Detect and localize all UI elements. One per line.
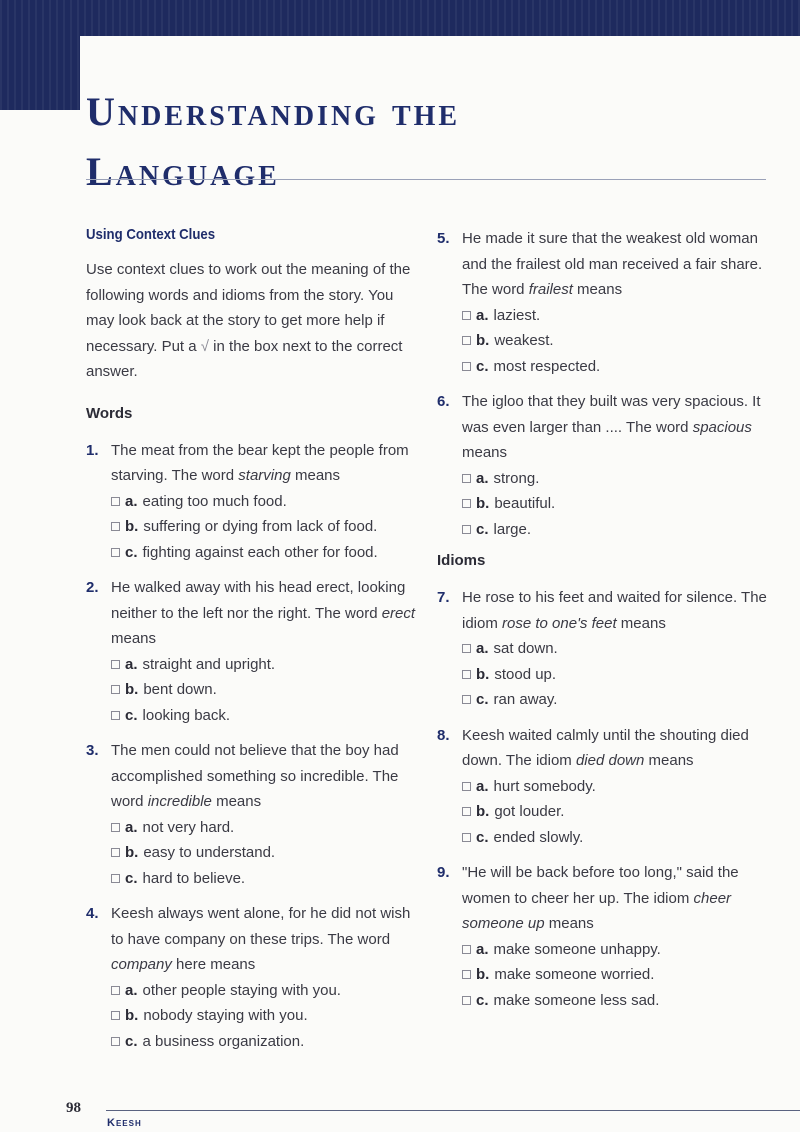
answer-option[interactable] [462, 799, 777, 825]
option-letter: a. [125, 981, 138, 999]
question-stem-end: means [644, 752, 694, 769]
question-stem-end: here means [171, 956, 256, 973]
words-question-list [86, 438, 418, 1055]
answer-checkbox[interactable] [462, 525, 471, 534]
option-letter: a. [476, 940, 489, 958]
question-text [462, 585, 777, 636]
option-text: strong. [493, 469, 540, 487]
option-letter: a. [476, 306, 489, 324]
question-stem: Keesh always went alone, for he did not wish to have company on these trips. The word [111, 905, 411, 948]
option-letter: c. [476, 991, 489, 1009]
question-text [111, 575, 418, 652]
question-term: frailest [528, 281, 573, 298]
question-item [86, 738, 418, 891]
intro-paragraph [86, 257, 418, 385]
left-decorative-band [0, 0, 80, 110]
answer-option[interactable] [111, 840, 418, 866]
answer-option[interactable] [111, 703, 418, 729]
answer-checkbox[interactable] [111, 986, 120, 995]
option-text: stood up. [494, 665, 557, 683]
answer-option[interactable] [462, 636, 777, 662]
answer-checkbox[interactable] [462, 644, 471, 653]
right-column [437, 226, 777, 1023]
answer-checkbox[interactable] [462, 945, 471, 954]
question-item [437, 389, 777, 542]
question-text [111, 901, 418, 978]
answer-option[interactable] [111, 489, 418, 515]
option-text: beautiful. [494, 495, 556, 512]
question-text [462, 723, 777, 774]
right-question-list-words [437, 226, 777, 542]
question-number: 8. [437, 726, 450, 744]
option-text: hurt somebody. [493, 777, 596, 795]
question-term: cheer someone up [462, 889, 732, 932]
question-item [86, 438, 418, 566]
question-stem: He made it sure that the weakest old woman and the frailest old man received a fair share. The word [462, 230, 763, 298]
words-heading: Words [86, 404, 133, 422]
answer-option[interactable] [111, 540, 418, 566]
answer-option[interactable] [462, 662, 777, 688]
question-stem: Keesh waited calmly until the shouting died down. The idiom [462, 726, 749, 769]
answer-checkbox[interactable] [111, 874, 120, 883]
question-stem-end: means [290, 467, 341, 484]
answer-checkbox[interactable] [462, 311, 471, 320]
answer-option[interactable] [111, 652, 418, 678]
answer-checkbox[interactable] [462, 499, 471, 508]
answer-option[interactable] [462, 962, 777, 988]
answer-option[interactable] [462, 517, 777, 543]
option-letter: c. [476, 520, 489, 538]
option-text: not very hard. [142, 818, 235, 836]
answer-checkbox[interactable] [111, 548, 120, 557]
answer-option[interactable] [462, 687, 777, 713]
answer-checkbox[interactable] [111, 1037, 120, 1046]
title-divider [86, 179, 766, 180]
option-text: easy to understand. [143, 844, 276, 861]
option-letter: c. [476, 828, 489, 846]
question-number: 4. [86, 905, 99, 922]
option-text: most respected. [493, 357, 601, 375]
question-stem-end: means [462, 444, 508, 461]
answer-option[interactable] [462, 328, 777, 354]
question-number: 1. [86, 441, 99, 459]
page-title-line-2: Language [86, 149, 280, 194]
option-letter: b. [125, 518, 139, 535]
answer-checkbox[interactable] [462, 833, 471, 842]
question-term: incredible [147, 793, 212, 810]
question-stem: "He will be back before too long," said the women to cheer her up. The idiom [462, 864, 739, 907]
option-text: make someone less sad. [493, 991, 660, 1009]
option-letter: b. [125, 1007, 139, 1024]
question-stem-end: means [211, 793, 262, 810]
option-letter: c. [125, 1032, 138, 1050]
question-term: died down [575, 752, 645, 769]
option-text: got louder. [494, 803, 565, 820]
question-text [462, 389, 777, 466]
idioms-question-list [437, 585, 777, 1013]
question-stem: The men could not believe that the boy had accomplished something so incredible. The word [111, 742, 399, 810]
answer-checkbox[interactable] [462, 695, 471, 704]
answer-checkbox[interactable] [462, 782, 471, 791]
answer-checkbox[interactable] [111, 522, 120, 531]
answer-checkbox[interactable] [111, 660, 120, 669]
top-decorative-band [0, 0, 800, 36]
question-stem-end: means [616, 614, 666, 632]
option-letter: b. [125, 681, 139, 698]
question-number: 7. [437, 589, 450, 606]
option-text: hard to believe. [142, 869, 246, 887]
option-letter: c. [125, 869, 138, 887]
option-text: other people staying with you. [142, 981, 341, 999]
page-title [86, 82, 460, 202]
answer-checkbox[interactable] [111, 1011, 120, 1020]
answer-option[interactable] [462, 774, 777, 800]
question-stem-end: means [544, 915, 594, 932]
option-text: ended slowly. [493, 828, 584, 846]
question-item [437, 226, 777, 379]
intro-before: Use context clues to work out the meaning of the following words and idioms from the story. You may look back at the story to get more help if necessary. Put a [86, 261, 411, 355]
answer-checkbox[interactable] [462, 970, 471, 979]
option-text: large. [493, 520, 532, 538]
answer-checkbox[interactable] [111, 685, 120, 694]
answer-checkbox[interactable] [111, 711, 120, 720]
question-item [437, 860, 777, 1013]
page-title-line-1: Understanding the [86, 89, 461, 134]
question-stem: He walked away with his head erect, looking neither to the left nor the right. The word [111, 579, 406, 622]
left-column [86, 226, 418, 1064]
option-text: bent down. [143, 681, 217, 698]
option-letter: a. [125, 655, 138, 673]
option-letter: c. [125, 543, 138, 561]
answer-option[interactable] [462, 491, 777, 517]
answer-option[interactable] [111, 1029, 418, 1055]
question-text [111, 438, 418, 489]
answer-option[interactable] [462, 303, 777, 329]
option-text: nobody staying with you. [143, 1007, 308, 1024]
answer-checkbox[interactable] [462, 336, 471, 345]
footer-label: Keesh [107, 1117, 142, 1129]
answer-option[interactable] [462, 988, 777, 1014]
question-text [111, 738, 418, 815]
question-text [462, 860, 777, 937]
answer-option[interactable] [462, 825, 777, 851]
answer-option[interactable] [111, 1003, 418, 1029]
question-stem-end: means [111, 630, 157, 647]
question-item [437, 723, 777, 851]
option-letter: b. [476, 665, 490, 683]
question-term: rose to one's feet [502, 614, 617, 632]
option-text: make someone worried. [494, 966, 655, 983]
question-stem: He rose to his feet and waited for silence. The idiom [462, 589, 767, 632]
answer-checkbox[interactable] [111, 848, 120, 857]
option-text: sat down. [493, 640, 558, 657]
answer-checkbox[interactable] [462, 362, 471, 371]
answer-checkbox[interactable] [462, 670, 471, 679]
option-letter: a. [125, 818, 138, 836]
option-letter: c. [476, 357, 489, 375]
option-letter: b. [476, 495, 490, 512]
option-letter: c. [125, 706, 138, 724]
answer-option[interactable] [462, 466, 777, 492]
answer-checkbox[interactable] [462, 996, 471, 1005]
question-number: 2. [86, 579, 99, 596]
question-term: spacious [692, 418, 752, 436]
option-letter: b. [125, 844, 139, 861]
question-term: erect [381, 604, 416, 622]
option-text: eating too much food. [142, 492, 287, 510]
intro-after: in the box next to the correct answer. [86, 337, 403, 380]
answer-checkbox[interactable] [111, 497, 120, 506]
option-text: laziest. [493, 306, 541, 324]
option-letter: c. [476, 691, 489, 708]
answer-option[interactable] [462, 937, 777, 963]
question-stem: The meat from the bear kept the people from starving. The word [111, 441, 409, 484]
option-letter: b. [476, 332, 490, 349]
answer-option[interactable] [111, 866, 418, 892]
option-text: make someone unhappy. [493, 940, 661, 958]
option-text: fighting against each other for food. [142, 543, 378, 561]
option-text: a business organization. [142, 1032, 305, 1050]
question-stem-end: means [572, 281, 623, 298]
option-text: ran away. [493, 691, 558, 708]
option-letter: a. [125, 492, 138, 510]
option-letter: a. [476, 640, 489, 657]
question-item [86, 901, 418, 1054]
option-letter: b. [476, 803, 490, 820]
question-item [86, 575, 418, 728]
option-letter: a. [476, 777, 489, 795]
idioms-heading: Idioms [437, 552, 486, 569]
question-item [437, 585, 777, 713]
option-letter: a. [476, 469, 489, 487]
answer-option[interactable] [111, 514, 418, 540]
question-number: 6. [437, 393, 450, 410]
answer-option[interactable] [111, 677, 418, 703]
section-heading: Using Context Clues [86, 226, 216, 243]
option-text: weakest. [494, 332, 554, 349]
option-text: straight and upright. [142, 655, 276, 673]
answer-checkbox[interactable] [462, 474, 471, 483]
answer-checkbox[interactable] [462, 807, 471, 816]
footer-divider [106, 1110, 800, 1111]
question-number: 9. [437, 864, 450, 881]
question-term: starving [238, 467, 291, 484]
option-text: suffering or dying from lack of food. [143, 518, 378, 535]
option-letter: b. [476, 966, 490, 983]
answer-option[interactable] [462, 354, 777, 380]
answer-checkbox[interactable] [111, 823, 120, 832]
question-number: 3. [86, 742, 99, 759]
checkmark-icon: √ [200, 337, 210, 355]
question-number: 5. [437, 230, 450, 247]
question-text [462, 226, 777, 303]
question-term: company [111, 956, 172, 973]
option-text: looking back. [142, 706, 231, 724]
page-number: 98 [66, 1100, 81, 1116]
question-stem: The igloo that they built was very spacious. It was even larger than .... The word [462, 393, 761, 436]
answer-option[interactable] [111, 978, 418, 1004]
answer-option[interactable] [111, 815, 418, 841]
